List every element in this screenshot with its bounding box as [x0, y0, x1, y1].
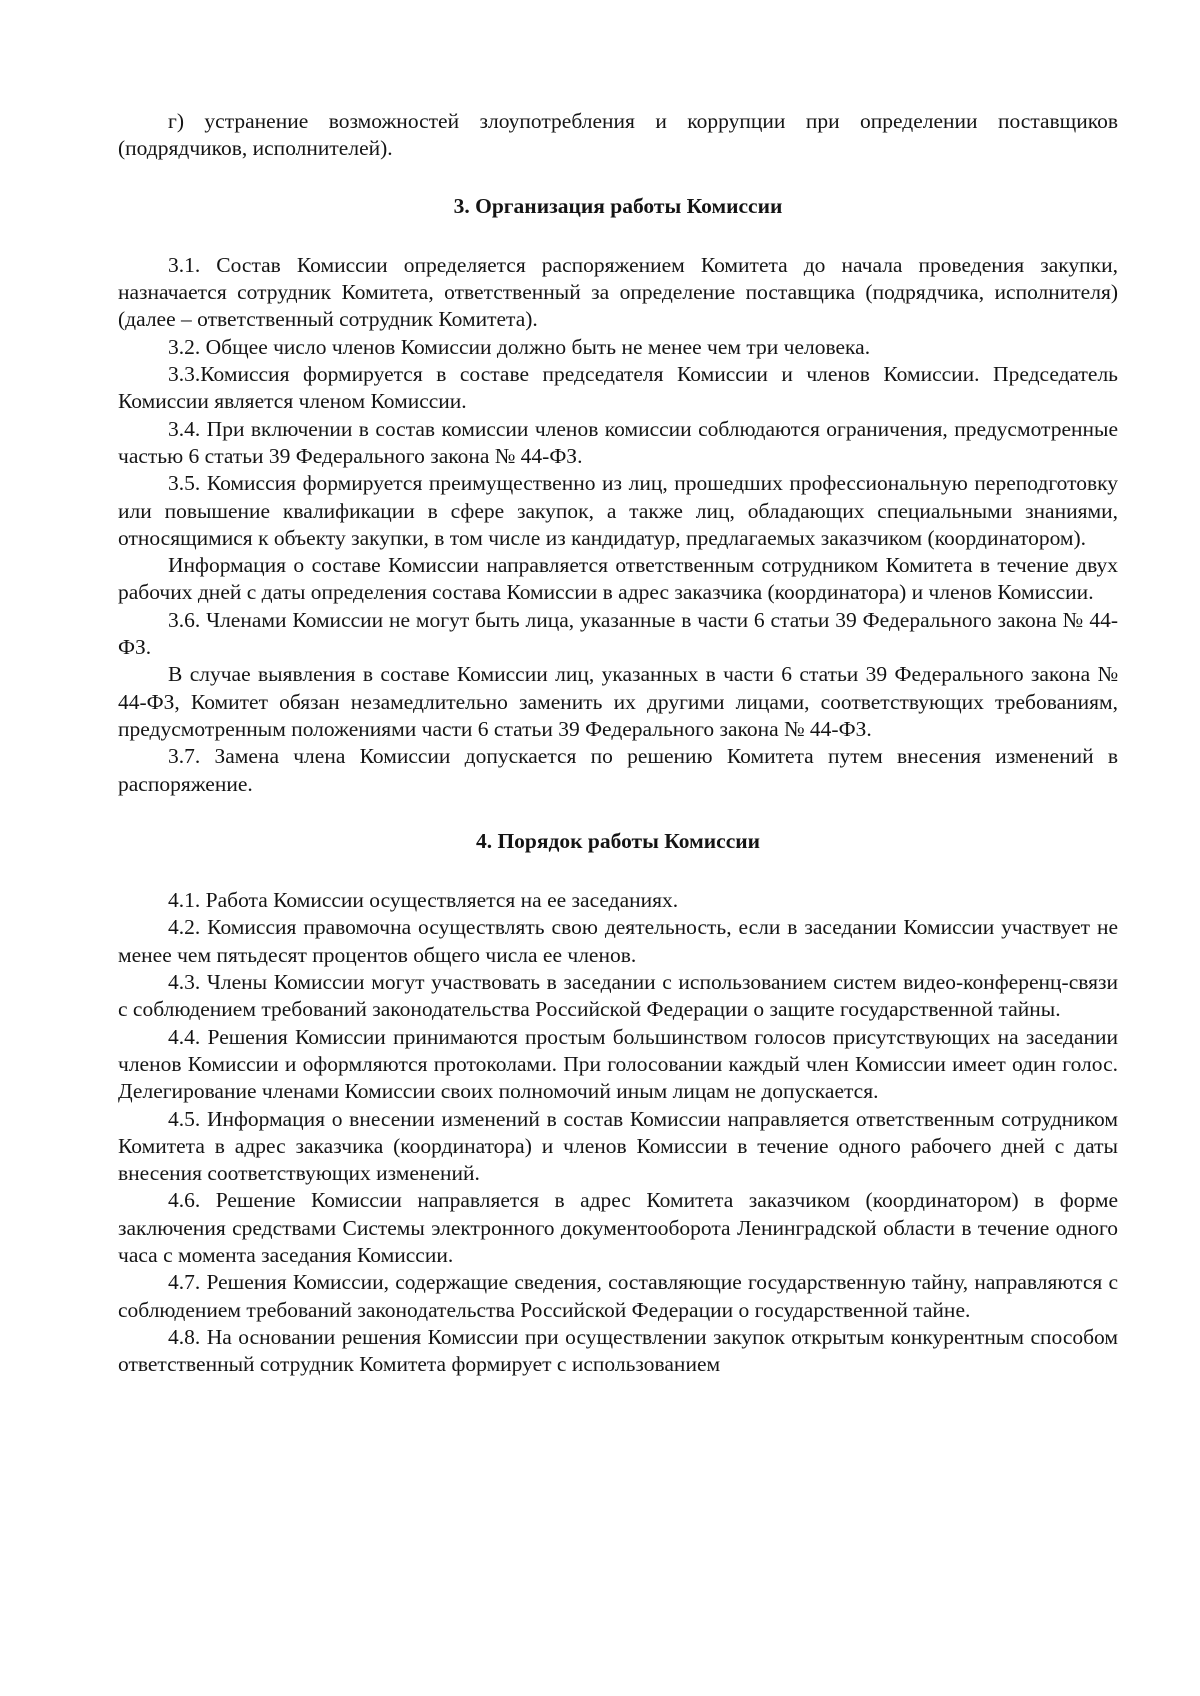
paragraph-4-1: 4.1. Работа Комиссии осуществляется на ее заседаниях. [168, 888, 679, 913]
paragraph-3-4: 3.4. При включении в состав комиссии членов комиссии соблюдаются ограничения, предусмотренные частью 6 статьи 39 Федерального закона № 44-ФЗ. [118, 416, 1118, 468]
paragraph-4-7: 4.7. Решения Комиссии, содержащие сведения, составляющие государственную тайну, направляются с соблюдением требований законодательства Российской Федерации о государственной тайне. [118, 1270, 1118, 1322]
paragraph-4-4: 4.4. Решения Комиссии принимаются простым большинством голосов присутствующих на заседании членов Комиссии и оформляются протоколами. При голосовании каждый член Комиссии имеет один голос. Делегирование членами Комиссии своих полномочий иным лицам не допускается. [118, 1024, 1118, 1104]
paragraph-4-5: 4.5. Информация о внесении изменений в состав Комиссии направляется ответственным сотрудником Комитета в адрес заказчика (координатора) и членов Комиссии в течение одного рабочего дней с даты внесения соответствующих изменений. [118, 1106, 1118, 1186]
paragraph-4-6: 4.6. Решение Комиссии направляется в адрес Комитета заказчиком (координатором) в форме заключения средствами Системы электронного документооборота Ленинградской области в течение одного часа с момента заседания Комиссии. [118, 1188, 1118, 1267]
paragraph-3-5-info: Информация о составе Комиссии направляется ответственным сотрудником Комитета в течение двух рабочих дней с даты определения состава Комиссии в адрес заказчика (координатора) и членов Комиссии. [118, 553, 1118, 605]
paragraph-3-3: 3.3.Комиссия формируется в составе председателя Комиссии и членов Комиссии. Председатель Комиссии является членом Комиссии. [118, 362, 1118, 414]
paragraph-4-2: 4.2. Комиссия правомочна осуществлять свою деятельность, если в заседании Комиссии участвует не менее чем пятьдесят процентов общего числа ее членов. [118, 915, 1118, 967]
paragraph-3-7: 3.7. Замена члена Комиссии допускается по решению Комитета путем внесения изменений в распоряжение. [118, 744, 1118, 796]
paragraph-3-2: 3.2. Общее число членов Комиссии должно быть не менее чем три человека. [168, 334, 871, 359]
paragraph-3-1: 3.1. Состав Комиссии определяется распоряжением Комитета до начала проведения закупки, назначается сотрудник Комитета, ответственный за определение поставщика (подрядчика, исполнителя) (далее – ответственный сотрудник Комитета). [118, 252, 1118, 332]
paragraph-3-6: 3.6. Членами Комиссии не могут быть лица, указанные в части 6 статьи 39 Федерального закона № 44-ФЗ. [118, 607, 1118, 660]
paragraph-3-6-replacement: В случае выявления в составе Комиссии лиц, указанных в части 6 статьи 39 Федерального закона № 44-ФЗ, Комитет обязан незамедлительно заменить их другими лицами, соответствующих требованиям, предусмотренным положениями части 6 статьи 39 Федерального закона № 44-ФЗ. [118, 662, 1118, 741]
paragraph-4-8: 4.8. На основании решения Комиссии при осуществлении закупок открытым конкурентным способом ответственный сотрудник Комитета формирует с использованием [118, 1324, 1118, 1377]
intro-item-g: г) устранение возможностей злоупотребления и коррупции при определении поставщиков (подрядчиков, исполнителей). [118, 109, 1118, 161]
document-page [118, 108, 1118, 1378]
section-3-heading: 3. Организация работы Комиссии [453, 193, 783, 218]
paragraph-4-3: 4.3. Члены Комиссии могут участвовать в заседании с использованием систем видео-конференц-связи с соблюдением требований законодательства Российской Федерации о защите государственной тайны. [118, 970, 1118, 1022]
section-4-heading: 4. Порядок работы Комиссии [475, 828, 761, 853]
paragraph-3-5: 3.5. Комиссия формируется преимущественно из лиц, прошедших профессиональную переподготовку или повышение квалификации в сфере закупок, а также лиц, обладающих специальными знаниями, относящимися к объекту закупки, в том числе из кандидатур, предлагаемых заказчиком (координатором). [118, 471, 1118, 550]
